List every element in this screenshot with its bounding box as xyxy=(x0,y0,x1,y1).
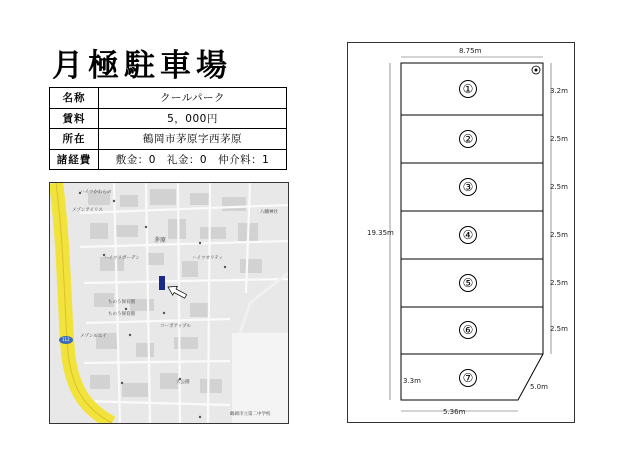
lot7-slant-label: 5.0m xyxy=(530,383,548,391)
map-graphic xyxy=(50,183,288,423)
map-label: ハイツリガーデン xyxy=(104,256,140,261)
top-width-label: 8.75m xyxy=(459,47,482,55)
lot-4[interactable]: ④ xyxy=(459,226,477,244)
table-row xyxy=(50,129,287,150)
lot-7[interactable]: ⑦ xyxy=(459,369,477,387)
lot-3[interactable]: ③ xyxy=(459,178,477,196)
lot-depth-label: 2.5m xyxy=(550,183,568,191)
row-value: 敷金：0 礼金：0 仲介料：1 xyxy=(99,149,287,170)
lot-depth-label: 2.5m xyxy=(550,279,568,287)
row-key: 諸経費 xyxy=(50,149,99,170)
map-label: 茅原 xyxy=(154,237,167,244)
route-number: 112 xyxy=(62,337,70,342)
left-total-label: 19.35m xyxy=(367,229,394,237)
location-map[interactable] xyxy=(49,182,289,424)
lot1-depth-label: 3.2m xyxy=(550,87,568,95)
row-key: 名称 xyxy=(50,88,99,109)
lot-depth-label: 2.5m xyxy=(550,135,568,143)
map-label: 大公園 xyxy=(176,380,190,385)
row-key: 賃料 xyxy=(50,108,99,129)
row-value: 5，000円 xyxy=(99,108,287,129)
lot-5[interactable]: ⑤ xyxy=(459,274,477,292)
row-value: クールパーク xyxy=(99,88,287,109)
table-row xyxy=(50,108,287,129)
map-label: 八幡神社 xyxy=(260,210,278,215)
lot-2[interactable]: ② xyxy=(459,130,477,148)
map-label: ちのう保育園 xyxy=(108,312,135,317)
row-key: 所在 xyxy=(50,129,99,150)
parking-layout-sheet xyxy=(347,42,575,423)
map-label: ちのう保育園 xyxy=(108,300,135,305)
row-value: 鶴岡市茅原字西茅原 xyxy=(99,129,287,150)
map-label: 鶴岡市立第二中学校 xyxy=(230,412,271,417)
location-marker xyxy=(159,276,165,290)
table-row xyxy=(50,149,287,170)
map-label: ハイツオリティ xyxy=(192,256,224,261)
page-title: 月極駐車場 xyxy=(52,48,232,84)
lot-depth-label: 2.5m xyxy=(550,325,568,333)
info-table xyxy=(49,87,287,170)
map-label: ハイツかわらの xyxy=(80,190,112,195)
lot-depth-label: 2.5m xyxy=(550,231,568,239)
map-label: メゾンルエイ xyxy=(80,334,107,339)
map-label: メゾンアイリス xyxy=(72,208,103,213)
table-row xyxy=(50,88,287,109)
lot7-left-label: 3.3m xyxy=(403,377,421,385)
lot-1[interactable]: ① xyxy=(459,80,477,98)
bottom-width-label: 5.36m xyxy=(443,408,466,416)
lot-6[interactable]: ⑥ xyxy=(459,321,477,339)
map-label: コーポアップル xyxy=(160,324,192,329)
